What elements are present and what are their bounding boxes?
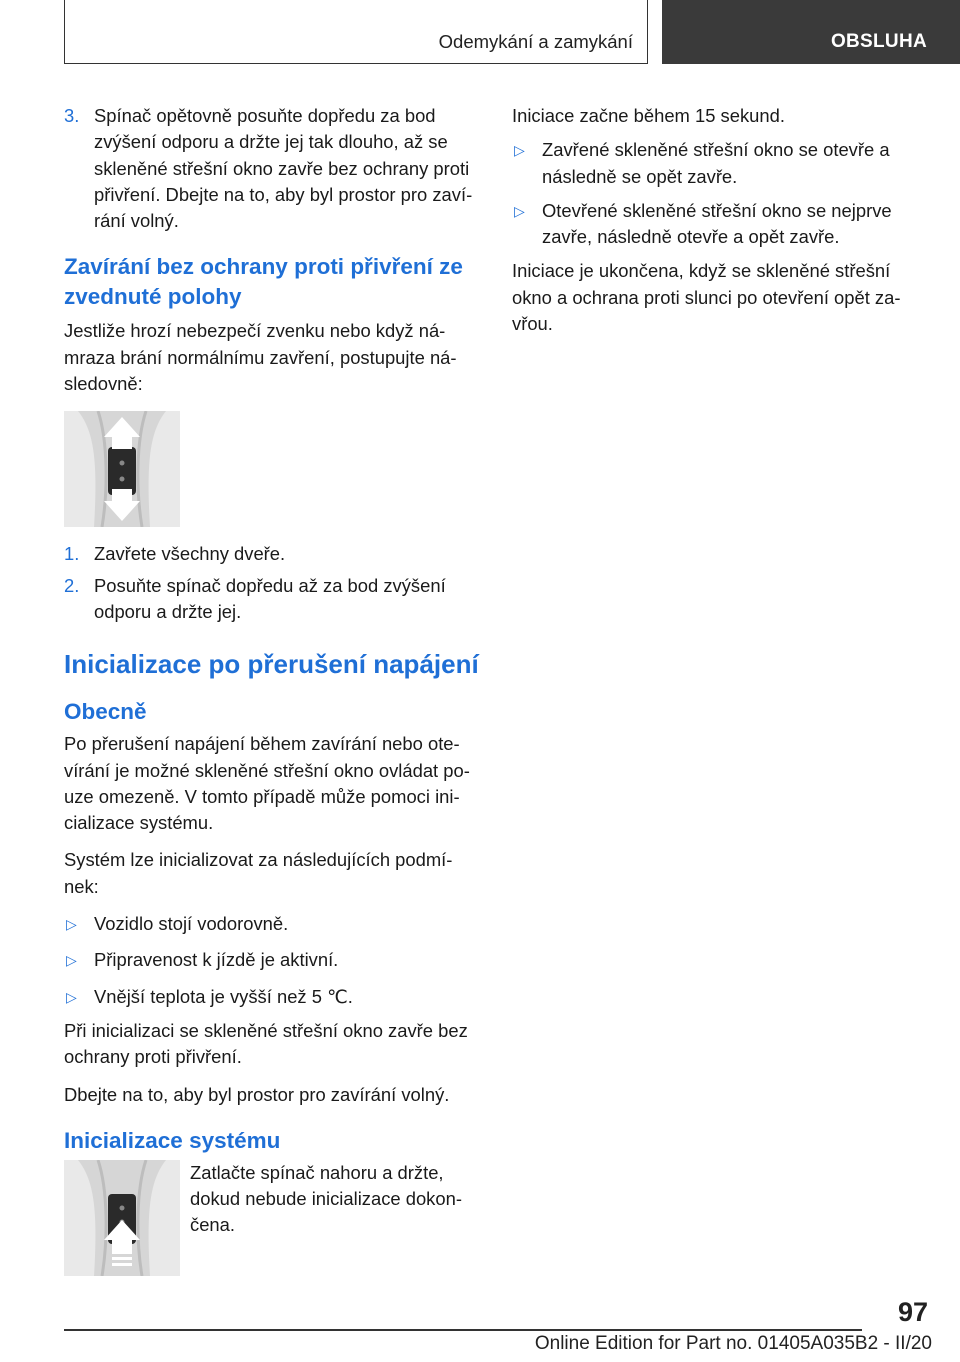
step-number: 1. xyxy=(64,543,80,565)
edition-info: Online Edition for Part no. 01405A035B2 - II/20 xyxy=(534,1333,932,1354)
heading-close-without-protection: Zavírání bez ochrany proti přivření ze zvednuté polohy xyxy=(64,254,463,310)
switch-up-icon xyxy=(64,1160,180,1276)
list-item xyxy=(64,911,480,937)
paragraph-close: Jestliže hrozí nebezpečí zvenku nebo když ná-mraza brání normálnímu zavření, postupujte ná-sledovně: xyxy=(64,320,457,395)
list-item xyxy=(512,198,917,251)
step-number: 2. xyxy=(64,574,80,596)
header-section-tab xyxy=(662,0,960,64)
triangle-bullet-icon: ▷ xyxy=(66,988,77,1005)
triangle-bullet-icon: ▷ xyxy=(514,202,525,219)
step-number: 3. xyxy=(64,105,80,126)
section-title: OBSLUHA xyxy=(830,31,927,52)
list-item xyxy=(64,541,480,567)
right-column xyxy=(512,103,917,337)
step-text: Posuňte spínač dopředu až za bod zvýšení odporu a držte jej. xyxy=(94,574,446,622)
switch-push-up-illustration xyxy=(64,1160,180,1276)
condition-text: Připravenost k jízdě je aktivní. xyxy=(94,949,339,971)
footer-divider xyxy=(64,1329,862,1331)
paragraph-general-3: Při inicializaci se skleněné střešní okno zavře bez ochrany proti přivření. xyxy=(64,1019,468,1068)
bullet-text: Otevřené skleněné střešní okno se nejprve zavře, následně otevře a opět zavře. xyxy=(542,199,892,248)
system-init-row xyxy=(64,1160,480,1276)
paragraph-initiation-start: Iniciace začne během 15 sekund. xyxy=(512,105,785,126)
bullet-text: Zavřené skleněné střešní okno se otevře a následně se opět zavře. xyxy=(542,139,890,187)
header-title-box xyxy=(64,0,648,64)
left-column xyxy=(64,103,480,1276)
subheading-general: Obecně xyxy=(64,699,147,725)
condition-text: Vozidlo stojí vodorovně. xyxy=(94,913,289,935)
condition-text: Vnější teplota je vyšší než 5 ℃. xyxy=(94,985,353,1007)
list-item xyxy=(64,947,480,973)
paragraph-initiation-end: Iniciace je ukončena, když se skleněné střešní okno a ochrana proti slunci po otevření opět za-vřou. xyxy=(512,260,901,335)
triangle-bullet-icon: ▷ xyxy=(514,142,525,159)
step-text: Zavřete všechny dveře. xyxy=(94,543,286,565)
subheading-system-init: Inicializace systému xyxy=(64,1127,281,1153)
switch-forward-illustration xyxy=(64,411,180,527)
triangle-bullet-icon: ▷ xyxy=(66,952,77,969)
chapter-title: Odemykání a zamykání xyxy=(438,31,633,52)
paragraph-general-4: Dbejte na to, aby byl prostor pro zavírání volný. xyxy=(64,1083,450,1105)
page-number: 97 xyxy=(897,1297,928,1327)
list-item xyxy=(64,984,480,1010)
heading-initialization: Inicializace po přerušení napájení xyxy=(64,649,479,680)
paragraph-system-init: Zatlačte spínač nahoru a držte, dokud nebude inicializace dokon-čena. xyxy=(190,1161,462,1236)
paragraph-general-2: Systém lze inicializovat za následujících podmí-nek: xyxy=(64,849,453,897)
list-item xyxy=(512,137,917,190)
list-item xyxy=(64,573,480,626)
step-text: Spínač opětovně posuňte dopředu za bod zvýšení odporu a držte jej tak dlouho, až se skleněné střešní okno zavře bez ochrany proti přivření. Dbejte na to, aby byl prostor pro zaví-rání volný. xyxy=(94,105,473,232)
triangle-bullet-icon: ▷ xyxy=(66,916,77,933)
paragraph-general-1: Po přerušení napájení během zavírání nebo ote-vírání je možné skleněné střešní okno ovládat po-uze omezeně. V tomto případě může pomoci ini-cializace systému. xyxy=(64,733,470,834)
step-3 xyxy=(64,103,480,234)
switch-slide-icon xyxy=(64,411,180,527)
